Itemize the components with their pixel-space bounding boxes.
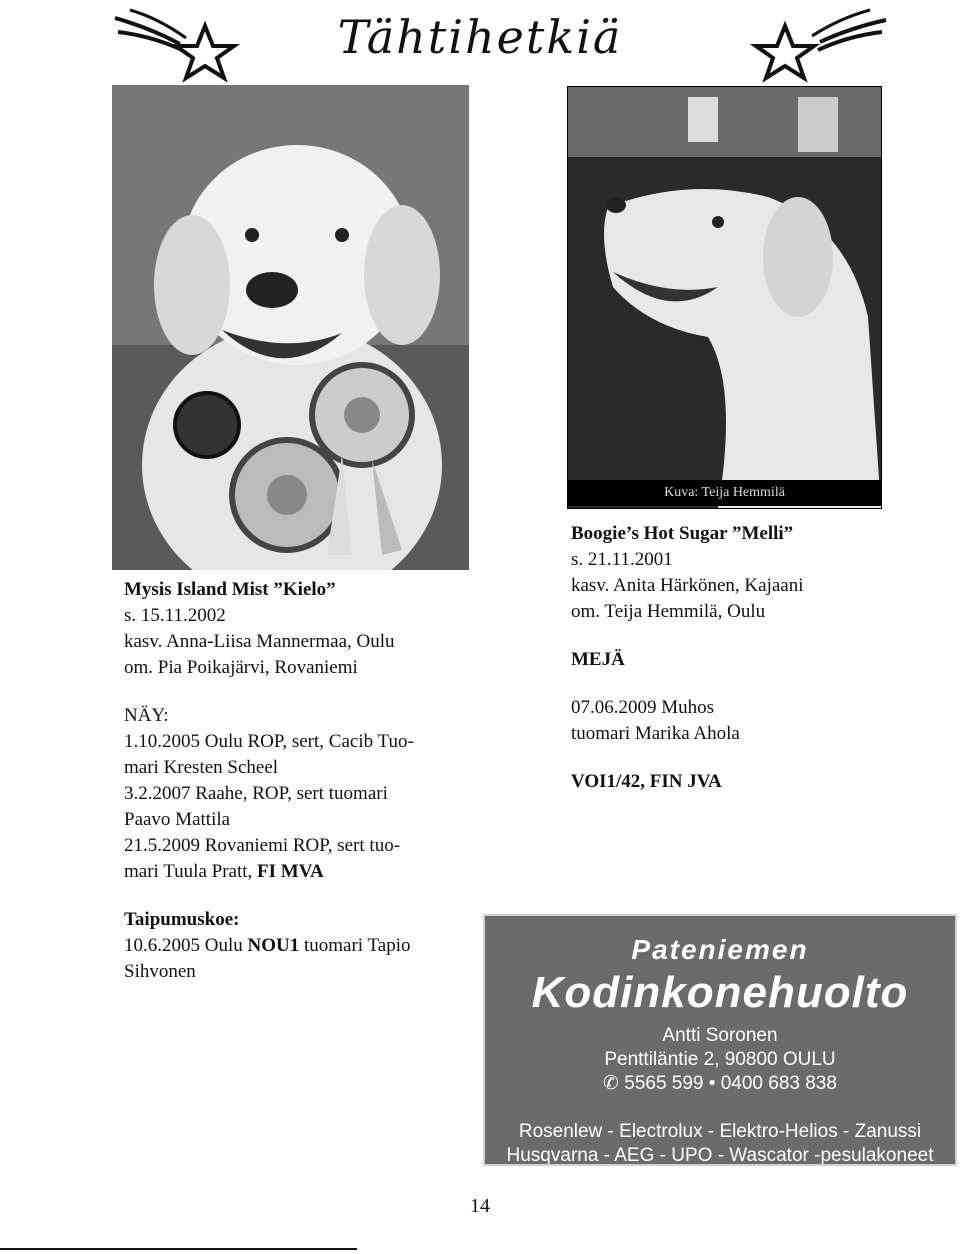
birth-date: s. 21.11.2001 bbox=[571, 549, 673, 570]
breeder: kasv. Anita Härkönen, Kajaani bbox=[571, 575, 804, 596]
owner: om. Teija Hemmilä, Oulu bbox=[571, 601, 766, 622]
shooting-stars-icon bbox=[740, 6, 890, 86]
event-heading: MEJÄ bbox=[571, 649, 625, 670]
show-line-text: mari Tuula Pratt, bbox=[124, 861, 258, 882]
aptitude-text: 10.6.2005 Oulu bbox=[124, 935, 248, 956]
event-date: 07.06.2009 Muhos bbox=[571, 697, 715, 718]
show-line: mari Kresten Scheel bbox=[124, 757, 279, 778]
event-judge: tuomari Marika Ahola bbox=[571, 723, 740, 744]
page-title: Tähtihetkiä bbox=[337, 10, 623, 64]
ad-address: Penttiläntie 2, 90800 OULU bbox=[604, 1049, 836, 1070]
advertisement bbox=[483, 914, 957, 1166]
event-result: VOI1/42, FIN JVA bbox=[571, 771, 722, 792]
aptitude-line bbox=[124, 933, 474, 959]
ad-brands bbox=[485, 1120, 955, 1166]
ad-contact bbox=[485, 1024, 955, 1096]
kielo-info bbox=[124, 577, 474, 985]
ad-brand-line2: Kodinkonehuolto bbox=[531, 968, 909, 1017]
birth-date: s. 15.11.2002 bbox=[124, 605, 226, 626]
ad-phones-row bbox=[485, 1072, 955, 1096]
ad-phones: 5565 599 • 0400 683 838 bbox=[624, 1073, 837, 1094]
aptitude-line2: Sihvonen bbox=[124, 961, 196, 982]
shows-heading: NÄY: bbox=[124, 705, 169, 726]
ad-brands-line2: Husqvarna - AEG - UPO - Wascator -pesulakoneet bbox=[506, 1145, 934, 1166]
aptitude-judge: tuomari Tapio bbox=[299, 935, 411, 956]
melli-info bbox=[571, 521, 891, 795]
aptitude-heading: Taipumuskoe: bbox=[124, 909, 240, 930]
page-number: 14 bbox=[470, 1195, 490, 1217]
dog-name: Mysis Island Mist ”Kielo” bbox=[124, 579, 336, 600]
dog-photo-kielo bbox=[112, 85, 469, 570]
photo-credit: Kuva: Teija Hemmilä bbox=[567, 480, 882, 506]
show-line: 1.10.2005 Oulu ROP, sert, Cacib Tuo- bbox=[124, 731, 414, 752]
dog-photo-melli bbox=[567, 86, 882, 509]
dog-with-rosettes-illustration bbox=[112, 85, 469, 570]
champion-title: FI MVA bbox=[257, 861, 324, 882]
aptitude-result: NOU1 bbox=[247, 935, 300, 956]
dog-name: Boogie’s Hot Sugar ”Melli” bbox=[571, 523, 794, 544]
show-line: 21.5.2009 Rovaniemi ROP, sert tuo- bbox=[124, 835, 401, 856]
phone-icon: ✆ bbox=[603, 1073, 619, 1094]
ad-person: Antti Soronen bbox=[662, 1025, 778, 1046]
owner: om. Pia Poikajärvi, Rovaniemi bbox=[124, 657, 358, 678]
footnote-divider bbox=[0, 1248, 357, 1250]
dog-profile-illustration bbox=[568, 87, 881, 508]
show-line: Paavo Mattila bbox=[124, 809, 231, 830]
ad-brands-line1: Rosenlew - Electrolux - Elektro-Helios - Zanussi bbox=[518, 1121, 922, 1142]
show-line: 3.2.2007 Raahe, ROP, sert tuomari bbox=[124, 783, 388, 804]
ad-brand-line1: Pateniemen bbox=[631, 934, 809, 965]
show-line-last bbox=[124, 859, 474, 885]
breeder: kasv. Anna-Liisa Mannermaa, Oulu bbox=[124, 631, 395, 652]
